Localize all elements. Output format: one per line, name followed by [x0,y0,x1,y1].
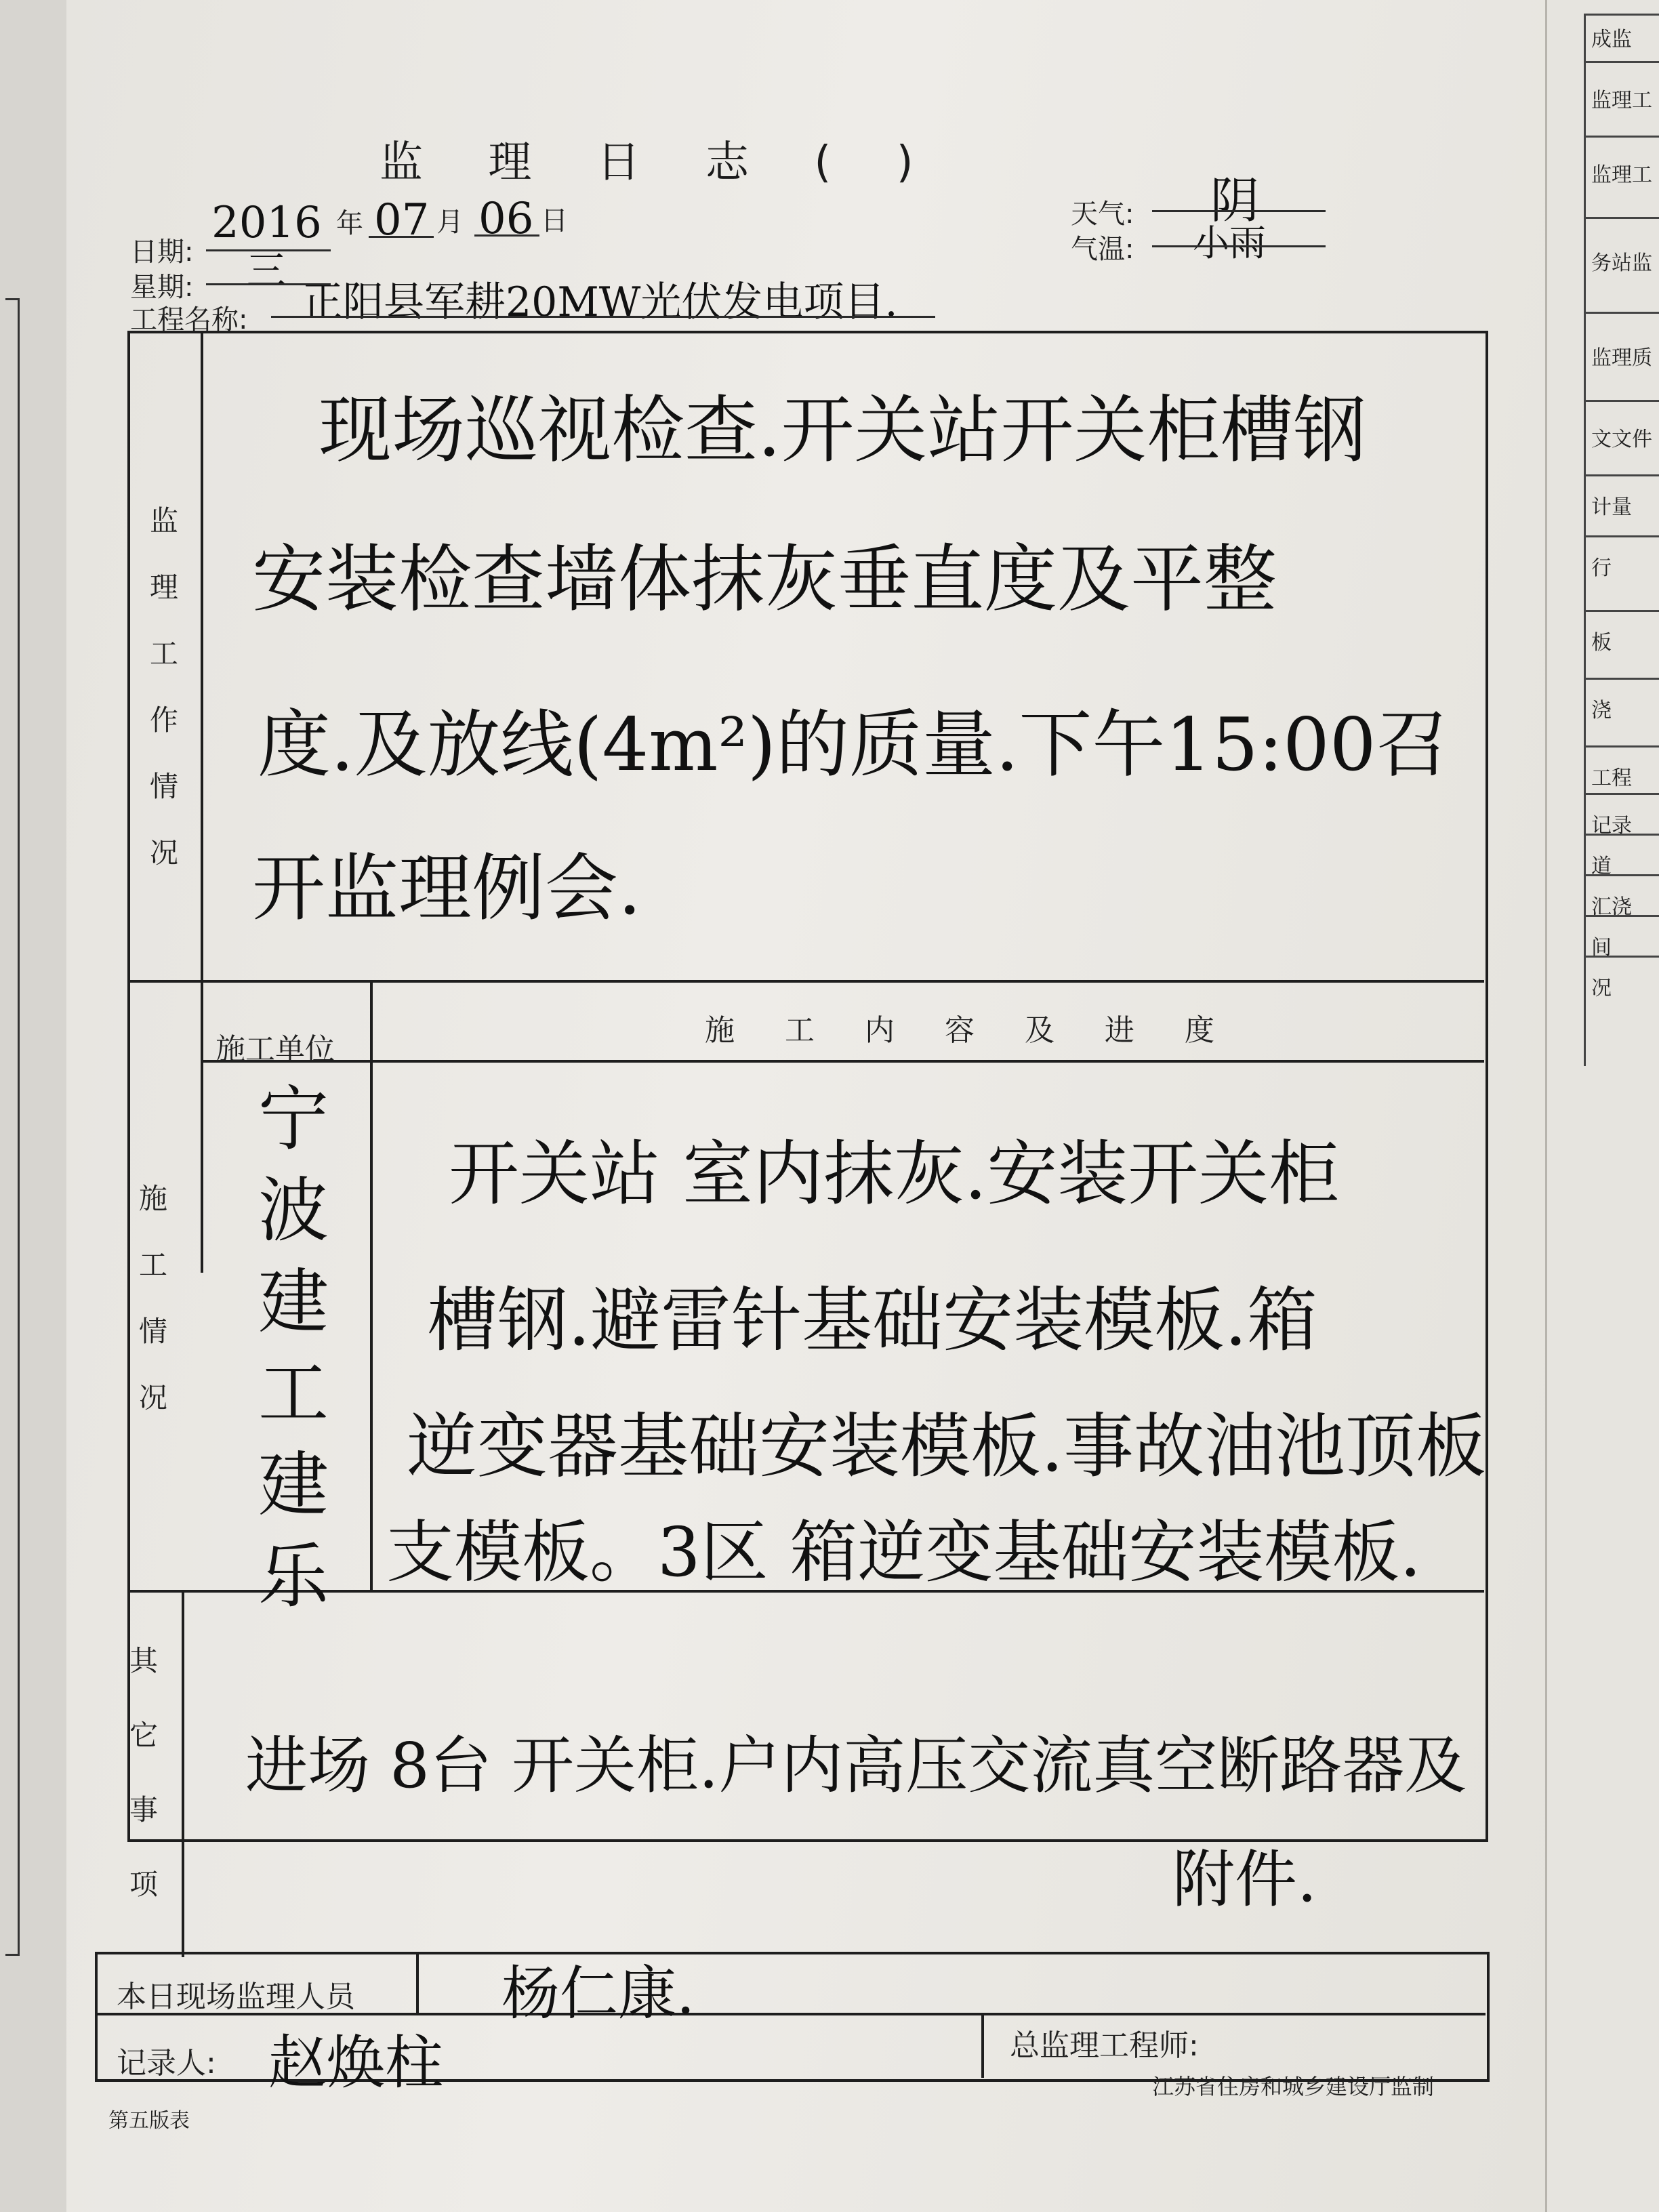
content-header: 施 工 内 容 及 进 度 [705,1013,1235,1048]
construction-header-divider [201,1060,1484,1063]
recorder-label: 记录人: [117,2046,216,2081]
supervision-line: 安装检查墙体抹灰垂直度及平整 [252,537,1277,622]
back-page-text: 监理质 [1591,346,1652,370]
issuer-note: 江苏省住房和城乡建设厅监制 [1152,2074,1435,2100]
supervision-line: 开监理例会. [252,846,642,931]
weekday-label: 星期: [130,272,194,303]
left-page-frame [5,298,20,1956]
left-page-edge [0,0,66,2212]
back-page-text: 道 [1591,855,1612,878]
other-line: 进场 8台 开关柜.户内高压交流真空断路器及 [245,1729,1467,1802]
construction-unit: 宁波建工建乐 [258,1078,329,1618]
back-page-text: 工程 [1591,766,1632,790]
construction-line: 支模板。3区 箱逆变基础安装模板. [386,1513,1422,1592]
back-page-text: 间 [1591,936,1612,960]
supervision-line: 度.及放线(4m²)的质量.下午15:00召 [258,703,1450,787]
weather-underline [1152,210,1326,212]
back-page-text: 况 [1591,977,1612,1000]
back-page-row [1584,217,1659,327]
supervisor-name: 杨仁康. [501,1960,695,2028]
back-page-text: 记录 [1591,814,1632,838]
back-page-text: 汇浇 [1591,895,1632,919]
back-page-text: 文文件 [1591,428,1652,451]
supervision-line: 现场巡视检查.开关站开关柜槽钢 [319,388,1367,473]
other-section-label: 其它事项 [129,1644,158,1901]
weather-value: 阴 [1210,172,1260,229]
other-line: 附件. [1172,1843,1317,1916]
date-year: 2016 [211,198,322,248]
month-label: 月 [436,207,464,238]
weather-label: 天气: [1071,199,1134,230]
day-label: 日 [541,205,568,237]
construction-line: 逆变器基础安装模板.事故油池顶板 [407,1405,1487,1488]
construction-line: 开关站 室内抹灰.安装开关柜 [449,1132,1340,1215]
back-page-text: 监理工 [1591,89,1652,112]
back-page-text: 板 [1591,631,1612,655]
year-label: 年 [336,208,363,239]
chief-engineer-label: 总监理工程师: [1010,2028,1199,2063]
back-page-text: 成监 [1591,28,1632,52]
left-column-divider [201,331,203,1273]
unit-column-divider [370,981,373,1593]
edition-note: 第五版表 [108,2109,190,2133]
temp-value: 小雨 [1193,222,1266,264]
unit-header: 施工单位 [216,1032,335,1067]
construction-section-label: 施工情况 [138,1182,167,1414]
recorder-name: 赵焕柱 [268,2029,443,2097]
project-label: 工程名称: [130,304,248,335]
date-month: 07 [374,195,430,245]
underlying-page [1545,0,1659,2212]
project-underline [271,316,935,318]
back-page-text: 计量 [1591,495,1632,519]
footer-divider [981,2013,984,2078]
back-page-text: 务站监 [1591,251,1652,275]
footer-divider [416,1952,419,2014]
construction-line: 槽钢.避雷针基础安装模板.箱 [427,1279,1318,1361]
temp-underline [1152,245,1326,247]
supervision-section-divider [130,980,1484,983]
supervision-section-label: 监理工作情况 [149,504,178,869]
back-page-text: 浇 [1591,699,1612,722]
supervisor-label: 本日现场监理人员 [117,1980,355,2014]
date-label: 日期: [130,237,194,268]
other-column-divider [182,1591,184,1957]
temp-label: 气温: [1071,234,1134,265]
date-day-underline [474,234,539,237]
back-page-text: 监理工 [1591,163,1652,187]
date-day: 06 [478,194,534,244]
back-page-row [1584,956,1659,1066]
back-page-text: 行 [1591,556,1612,580]
project-name: 正阳县军耕20MW光伏发电项目. [302,279,898,326]
weekday-value: 三 [247,247,287,293]
date-month-underline [369,236,434,238]
page-title: 监 理 日 志 ( ) [380,138,939,188]
